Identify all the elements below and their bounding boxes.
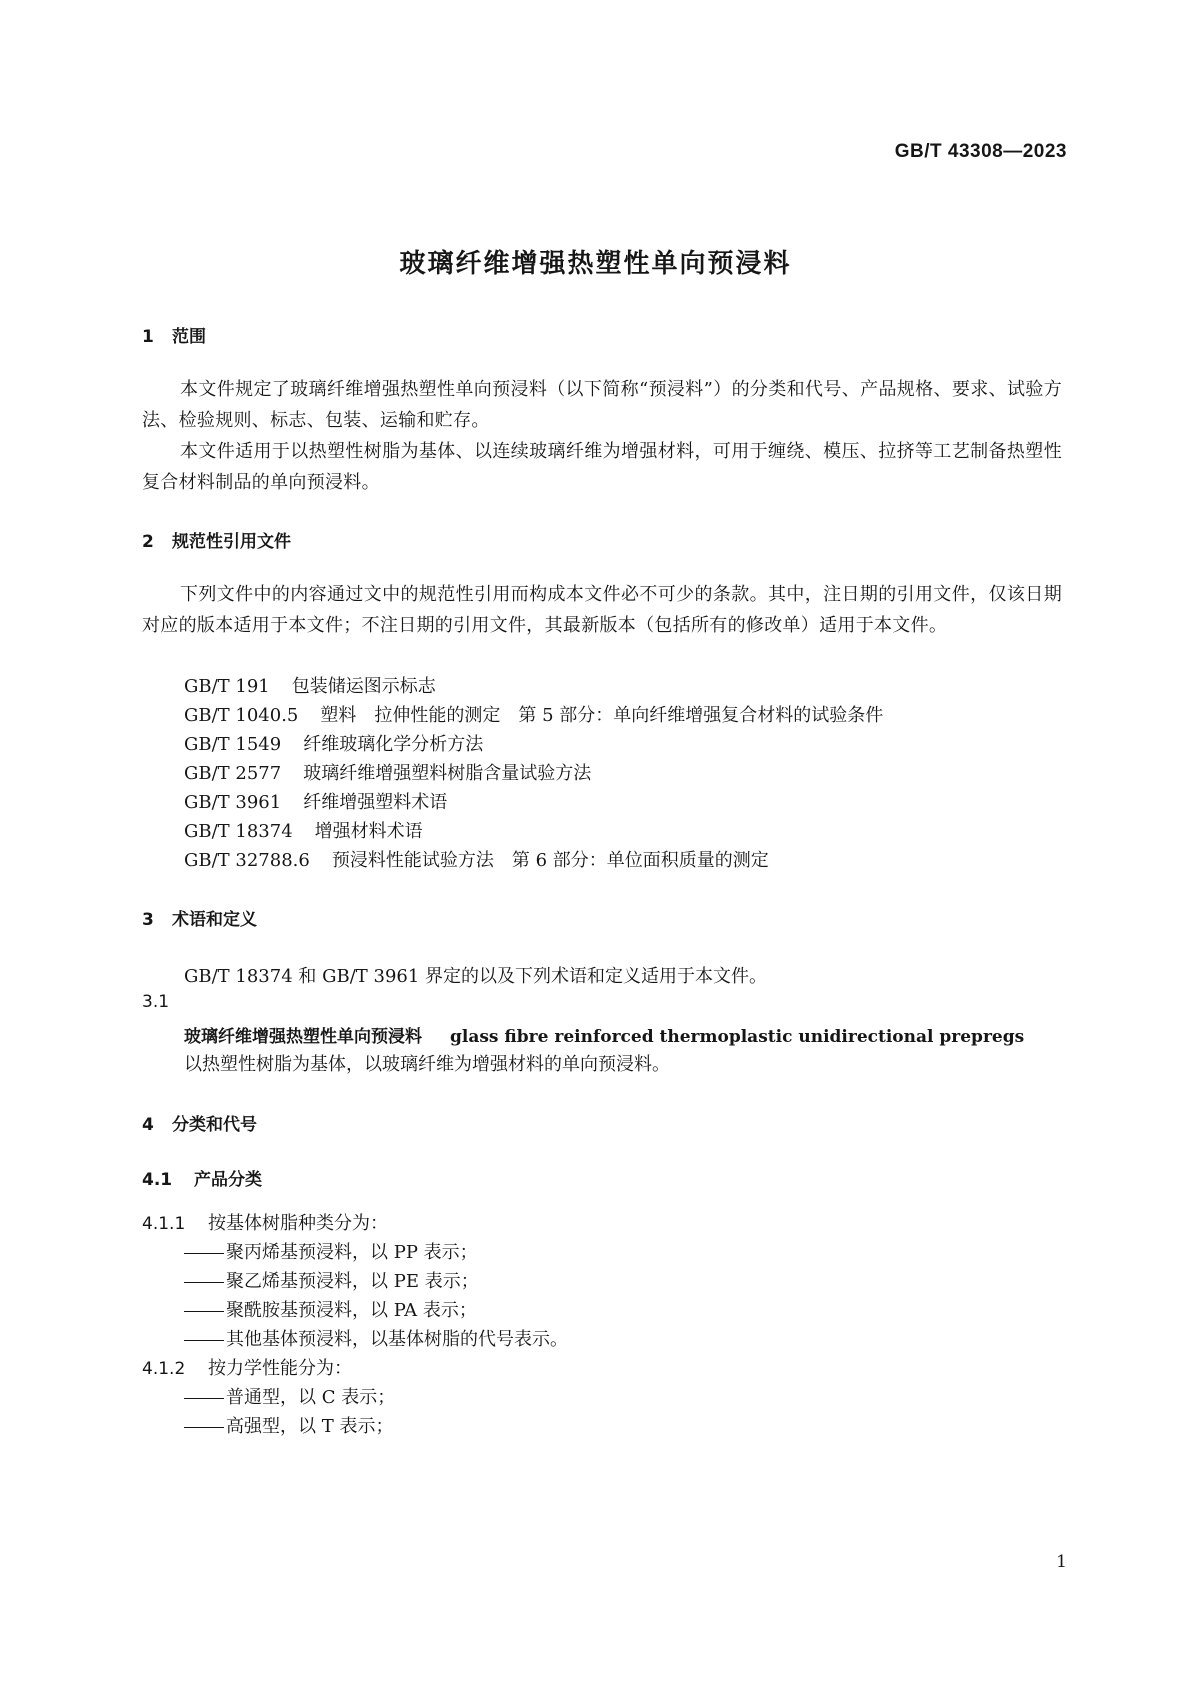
dash-mark [184,1311,224,1312]
list-item-text: 普通型，以 C 表示； [226,1387,396,1408]
reference-item [184,759,591,785]
list-item [184,1383,395,1409]
scope-paragraph-1: 本文件规定了玻璃纤维增强热塑性单向预浸料（以下简称“预浸料”）的分类和代号、产品规格、要求、试验方法、检验规则、标志、包装、运输和贮存。 [142,379,1062,431]
term-number: 3.1 [142,992,170,1012]
section-1-heading [142,322,206,347]
reference-item [184,817,423,843]
reference-code: GB/T 1549 [184,734,282,755]
dash-mark [184,1253,224,1254]
list-item-text: 聚丙烯基预浸料，以 PP 表示； [226,1242,478,1263]
reference-title: 玻璃纤维增强塑料树脂含量试验方法 [303,763,592,784]
clause-4-1-1 [142,1209,388,1235]
term-chinese: 玻璃纤维增强热塑性单向预浸料 [184,1027,422,1047]
reference-code: GB/T 2577 [184,763,282,784]
section-number: 3 [142,910,154,930]
reference-code: GB/T 1040.5 [184,705,299,726]
term-definition: 以热塑性树脂为基体，以玻璃纤维为增强材料的单向预浸料。 [184,1054,670,1075]
subsection-number: 4.1 [142,1170,173,1190]
list-item-text: 其他基体预浸料，以基体树脂的代号表示。 [226,1329,568,1350]
clause-text: 按基体树脂种类分为： [208,1213,388,1234]
subsection-title: 产品分类 [194,1170,262,1190]
section-title: 分类和代号 [172,1115,257,1135]
clause-number: 4.1.1 [142,1214,186,1234]
reference-item [184,672,436,698]
subsection-heading [142,1165,262,1190]
list-item [184,1267,479,1293]
reference-title: 纤维增强塑料术语 [303,792,448,813]
reference-code: GB/T 191 [184,676,270,697]
reference-code: GB/T 18374 [184,821,293,842]
dash-mark [184,1340,224,1341]
clause-number: 4.1.2 [142,1359,186,1379]
clause-4-1-2 [142,1354,352,1380]
reference-item [184,730,483,756]
list-item [184,1325,568,1351]
reference-title: 纤维玻璃化学分析方法 [303,734,484,755]
list-item-text: 高强型，以 T 表示； [226,1416,394,1437]
page-number: 1 [1056,1552,1067,1572]
reference-title: 包装储运图示标志 [291,676,436,697]
reference-code: GB/T 32788.6 [184,850,310,871]
list-item-text: 聚酰胺基预浸料，以 PA 表示； [226,1300,477,1321]
dash-mark [184,1427,224,1428]
reference-title: 增强材料术语 [314,821,423,842]
scope-paragraph-2: 本文件适用于以热塑性树脂为基体、以连续玻璃纤维为增强材料，可用于缠绕、模压、拉挤等工艺制备热塑性复合材料制品的单向预浸料。 [142,441,1062,493]
section-number: 1 [142,327,154,347]
normative-intro: 下列文件中的内容通过文中的规范性引用而构成本文件必不可少的条款。其中，注日期的引用文件，仅该日期对应的版本适用于本文件；不注日期的引用文件，其最新版本（包括所有的修改单）适用于本文件。 [142,584,1062,636]
dash-mark [184,1398,224,1399]
reference-item [184,846,769,872]
section-4-heading [142,1110,257,1135]
dash-mark [184,1282,224,1283]
section-number: 4 [142,1115,154,1135]
list-item [184,1238,478,1264]
terms-intro: GB/T 18374 和 GB/T 3961 界定的以及下列术语和定义适用于本文件。 [184,966,768,987]
term-entry [184,1022,1024,1047]
section-title: 术语和定义 [172,910,257,930]
reference-title: 预浸料性能试验方法 第 6 部分：单位面积质量的测定 [331,850,769,871]
section-3-heading [142,905,257,930]
standard-code: GB/T 43308—2023 [894,141,1067,162]
reference-code: GB/T 3961 [184,792,282,813]
term-english: glass fibre reinforced thermoplastic unidirectional prepregs [450,1027,1025,1047]
section-title: 规范性引用文件 [172,532,291,552]
reference-item [184,788,447,814]
list-item-text: 聚乙烯基预浸料，以 PE 表示； [226,1271,479,1292]
section-number: 2 [142,532,154,552]
list-item [184,1412,393,1438]
document-title: 玻璃纤维增强热塑性单向预浸料 [399,249,792,279]
section-title: 范围 [172,327,206,347]
list-item [184,1296,477,1322]
clause-text: 按力学性能分为： [208,1358,352,1379]
reference-item [184,701,883,727]
section-2-heading [142,527,291,552]
reference-title: 塑料 拉伸性能的测定 第 5 部分：单向纤维增强复合材料的试验条件 [320,705,884,726]
